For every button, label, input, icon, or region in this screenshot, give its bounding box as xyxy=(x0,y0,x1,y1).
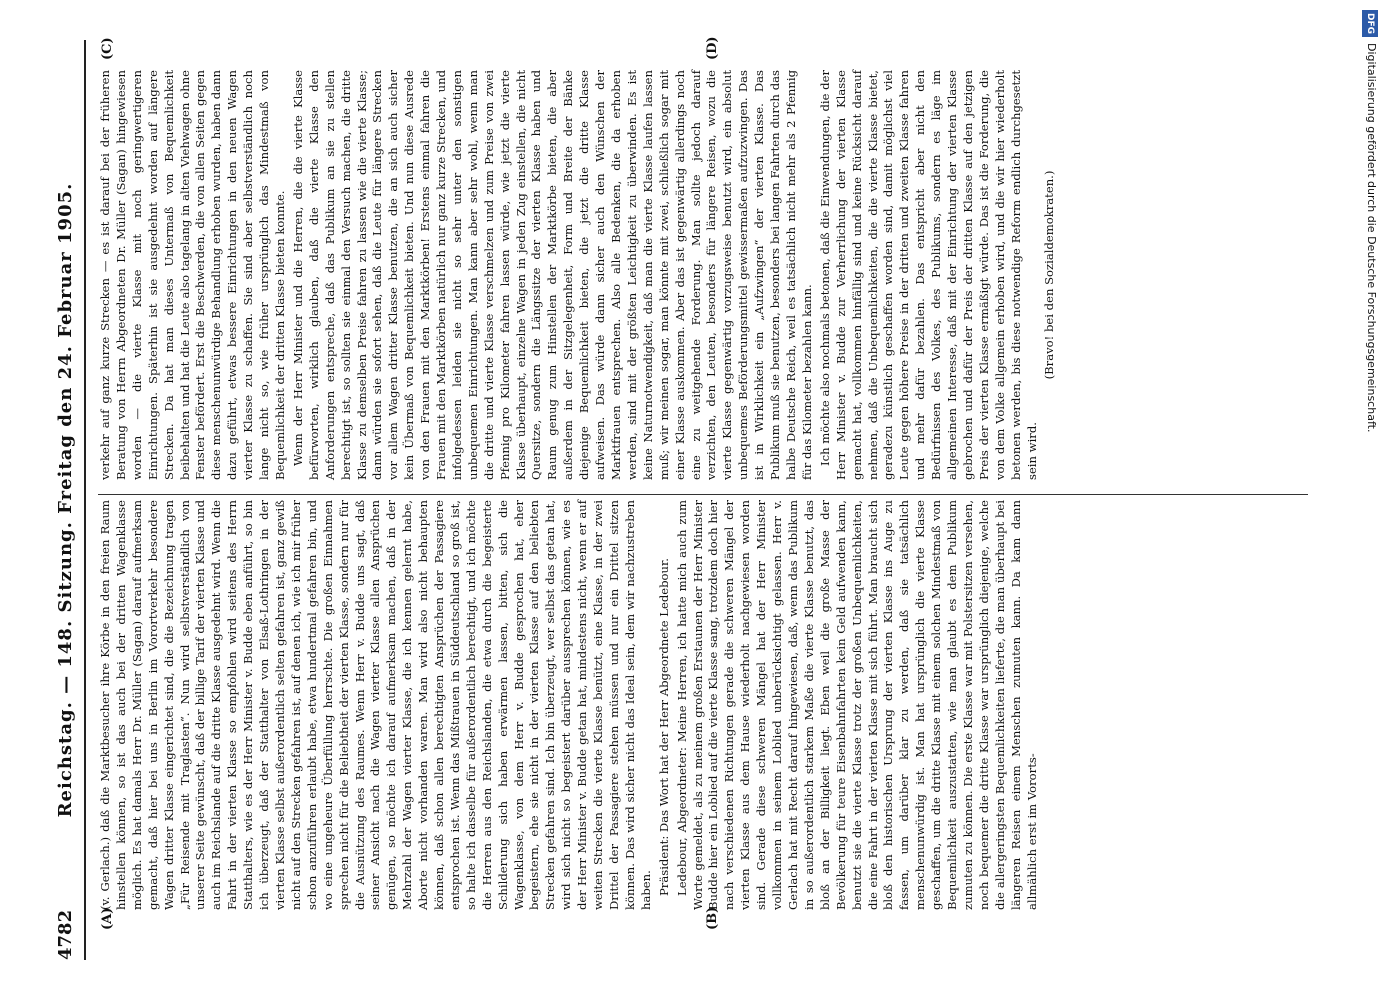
paragraph: verkehr auf ganz kurze Strecken — es ist darauf bei der früheren Beratung von Herrn Abgeordneten Dr. Müller (Sagan) hingewiesen worden — die vierte Klasse mit noch geringwertigeren Einrichtungen. Späterhin ist sie ausgedehnt worden auf längere Strecken. Da hat man dieses Untermaß von Bequemlichkeit beibehalten und hat die Leute also tagelang in alten Viehwagen ohne Fenster befördert. Erst die Beschwerden, die von allen Seiten gegen diese menschenunwürdige Behandlung erhoben wurden, haben dann dazu geführt, etwas bessere Einrichtungen in den neuen Wagen vierter Klasse zu schaffen. Sie sind aber selbstverständlich noch lange nicht so, wie früher ursprünglich das Mindestmaß von Bequemlichkeit der dritten Klasse bieten konnte. xyxy=(98,70,287,480)
text-column-left xyxy=(98,500,1042,910)
page-header xyxy=(55,40,85,960)
paragraph: Ledebour, Abgeordneter: Meine Herren, ich hatte mich auch zum Worte gemeldet, als zu meinem großen Erstaunen der Herr Minister Budde hier ein Loblied auf die vierte Klasse sang, trotzdem doch hier nach verschiedenen Richtungen gerade die schweren Mängel der vierten Klasse aus dem Hause wiederholt nachgewiesen worden sind. Gerade diese schweren Mängel hat der Herr Minister vollkommen in seinem Loblied unberücksichtigt gelassen. Herr v. Gerlach hat mit Recht darauf hingewiesen, daß, wenn das Publikum in so außerordentlich starkem Maße die vierte Klasse benutzt, das bloß an der Billigkeit liegt. Eben weil die große Masse der Bevölkerung für teure Eisenbahnfahrten kein Geld aufwenden kann, benutzt sie die vierte Klasse trotz der großen Unbequemlichkeiten, die eine Fahrt in der vierten Klasse mit sich führt. Man braucht sich bloß den historischen Ursprung der vierten Klasse ins Auge zu fassen, um darüber klar zu werden, daß sie tatsächlich menschenunwürdig ist. Man hat ursprünglich die vierte Klasse geschaffen, um die dritte Klasse mit einem solchen Mindestmaß von Bequemlichkeit auszustatten, wie man glaubt es dem Publikum zumuten zu können. Die erste Klasse war mit Polstersitzen versehen, noch bequemer die dritte Klasse war ursprünglich diejenige, welche die allergeringsten Bequemlichkeiten lieferte, die man überhaupt bei längeren Reisen einem Menschen zumuten kann. Da kam dann allmählich erst im Vororts- xyxy=(674,500,1039,910)
margin-marker-a: (A) xyxy=(100,907,115,930)
margin-marker-d: (D) xyxy=(705,36,720,60)
column-divider xyxy=(98,494,1308,495)
margin-marker-c: (C) xyxy=(100,37,115,60)
paragraph: Wenn der Herr Minister und die Herren, die die vierte Klasse befürworten, wirklich glauben, daß die vierte Klasse den Anforderungen entspreche, daß das Publikum an sie zu stellen berechtigt ist, so sollten sie einmal den Versuch machen, die dritte Klasse zu demselben Preise fahren zu lassen wie die vierte Klasse; dann würden sie sofort sehen, daß die Leute für längere Strecken vor allem Wagen dritter Klasse benutzen, die an sich auch sicher kein Übermaß von Bequemlichkeit bieten. Und nun diese Ausrede von den Frauen mit den Marktkörben! Erstens einmal fahren die Frauen mit den Marktkörben natürlich nur ganz kurze Strecken, und infolgedessen leiden sie nicht so sehr unter den sonstigen unbequemen Einrichtungen. Man kann aber sehr wohl, wenn man die dritte und vierte Klasse verschmelzen und zum Preise von zwei Pfennig pro Kilometer fahren lassen würde, wie jetzt die vierte Klasse überhaupt, einzelne Wagen in jeden Zug einstellen, die nicht Quersitze, sondern die Längssitze der vierten Klasse haben und Raum genug zum Hinstellen der Marktkörbe bieten, die aber außerdem in der Sitzgelegenheit, Form und Breite der Bänke diejenige Bequemlichkeit bieten, die jetzt die dritte Klasse aufweisen. Das würde dann sicher auch den Wünschen der Marktfrauen entsprechen. Also alle Bedenken, die da erhoben werden, sind mit der größten Leichtigkeit zu überwinden. Es ist keine Naturnotwendigkeit, daß man die vierte Klasse laufen lassen muß; wir meinen sogar, man könnte mit zwei, schließlich sogar mit einer Klasse auskommen. Aber das ist gegenwärtig allerdings noch eine zu weitgehende Forderung. Man sollte jedoch darauf verzichten, den Leuten, besonders für längere Reisen, wozu die vierte Klasse gegenwärtig vorzugsweise benutzt wird, ein absolut unbequemes Beförderungsmittel gewissermaßen aufzuzwingen. Das ist in Wirklichkeit ein „Aufzwingen“ der vierten Klasse. Das Publikum muß sie benutzen, besonders bei langen Fahrten durch das halbe Deutsche Reich, weil es tatsächlich nicht mehr als 2 Pfennig für das Kilometer bezahlen kann. xyxy=(290,70,814,480)
dfg-logo: DFG xyxy=(1362,10,1378,37)
running-title: Reichstag. — 148. Sitzung. Freitag den 24. Februar 1905. xyxy=(55,182,76,818)
paragraph: Präsident: Das Wort hat der Herr Abgeordnete Ledebour. xyxy=(656,558,671,896)
digitization-sidebar xyxy=(1360,10,1382,990)
paragraph: (v. Gerlach.) daß die Marktbesucher ihre Körbe in den freien Raum hinstellen können, so ist das auch bei der dritten Wagenklasse möglich. Es hat damals Herr Dr. Müller (Sagan) darauf aufmerksam gemacht, daß hier bei uns in Berlin im Vorortverkehr besondere Wagen dritter Klasse eingerichtet sind, die die Bezeichnung tragen „Für Reisende mit Traglasten“. Nun wird selbstverständlich von unserer Seite gewünscht, daß der billige Tarif der vierten Klasse und auch im Reichslande auf die dritte Klasse ausgedehnt wird. Wenn die Fahrt in der vierten Klasse so empfohlen wird seitens des Herrn Statthalters, wie es der Herr Minister v. Budde eben anführt, so bin ich überzeugt, daß der Statthalter von Elsaß-Lothringen in der vierten Klasse selbst außerordentlich selten gefahren ist, ganz gewiß nicht auf den Strecken gefahren ist, auf denen ich, wie ich mir früher schon anzuführen erlaubt habe, etwa hundertmal gefahren bin, und wo eine ungeheure Überfüllung herrschte. Die großen Einnahmen sprechen nicht für die Beliebtheit der vierten Klasse, sondern nur für die Ausnützung des Raumes. Wenn Herr v. Budde uns sagt, daß seiner Ansicht nach die Wagen vierter Klasse allen Ansprüchen genügen, so möchte ich darauf aufmerksam machen, daß in der Mehrzahl der Wagen vierter Klasse, die ich kennen gelernt habe, Aborte nicht vorhanden waren. Man wird also nicht behaupten können, daß schon allen berechtigten Ansprüchen der Passagiere entsprochen ist. Wenn das Mißtrauen in Süddeutschland so groß ist, so halte ich dasselbe für außerordentlich berechtigt, und ich möchte die Herren aus den Reichslanden, die etwa durch die begeisterte Schilderung sich haben erwärmen lassen, bitten, sich die Wagenklasse, von dem Herr v. Budde gesprochen hat, eher begeistern, ehe sie nicht in der vierten Klasse auf den beliebten Strecken gefahren sind. Ich bin überzeugt, wer selbst das getan hat, wird sich nicht so begeistert darüber aussprechen können, wie es der Herr Minister v. Budde getan hat, mindestens nicht, wenn er auf weiten Strecken die vierte Klasse benützt, eine Klasse, in der zwei Drittel der Passagiere stehen müssen und nur ein Drittel sitzen können. Das wird sicher nicht das Ideal sein, dem wir nachzustreben haben. xyxy=(98,500,653,910)
digitization-credit: Digitalisierung gefördert durch die Deutsche Forschungsgemeinschaft. xyxy=(1365,43,1378,433)
header-rule xyxy=(84,40,86,960)
margin-marker-b: (B) xyxy=(705,906,720,930)
text-column-right xyxy=(98,70,1060,480)
paragraph: Ich möchte also nochmals betonen, daß die Einwendungen, die der Herr Minister v. Budde zur Verherrlichung der vierten Klasse gemacht hat, vollkommen hinfällig sind und keine Rücksicht darauf nehmen, daß die Unbequemlichkeiten, die die vierte Klasse bietet, geradezu künstlich geschaffen worden sind, damit möglichst viel Leute gegen höhere Preise in der dritten und zweiten Klasse fahren und mehr dafür bezahlen. Das entspricht aber nicht den Bedürfnissen des Volkes, des Publikums, sondern es läge im allgemeinen Interesse, daß mit der Einrichtung der vierten Klasse gebrochen und dafür der Preis der dritten Klasse auf den jetzigen Preis der vierten Klasse ermäßigt würde. Das ist die Forderung, die von dem Volke allgemein erhoben wird, und die wir hier wiederholt betonen werden, bis diese notwendige Reform endlich durchgesetzt sein wird. xyxy=(817,70,1039,480)
page-number: 4782 xyxy=(55,909,76,960)
paragraph: (Bravo! bei den Sozialdemokraten.) xyxy=(1042,170,1057,380)
